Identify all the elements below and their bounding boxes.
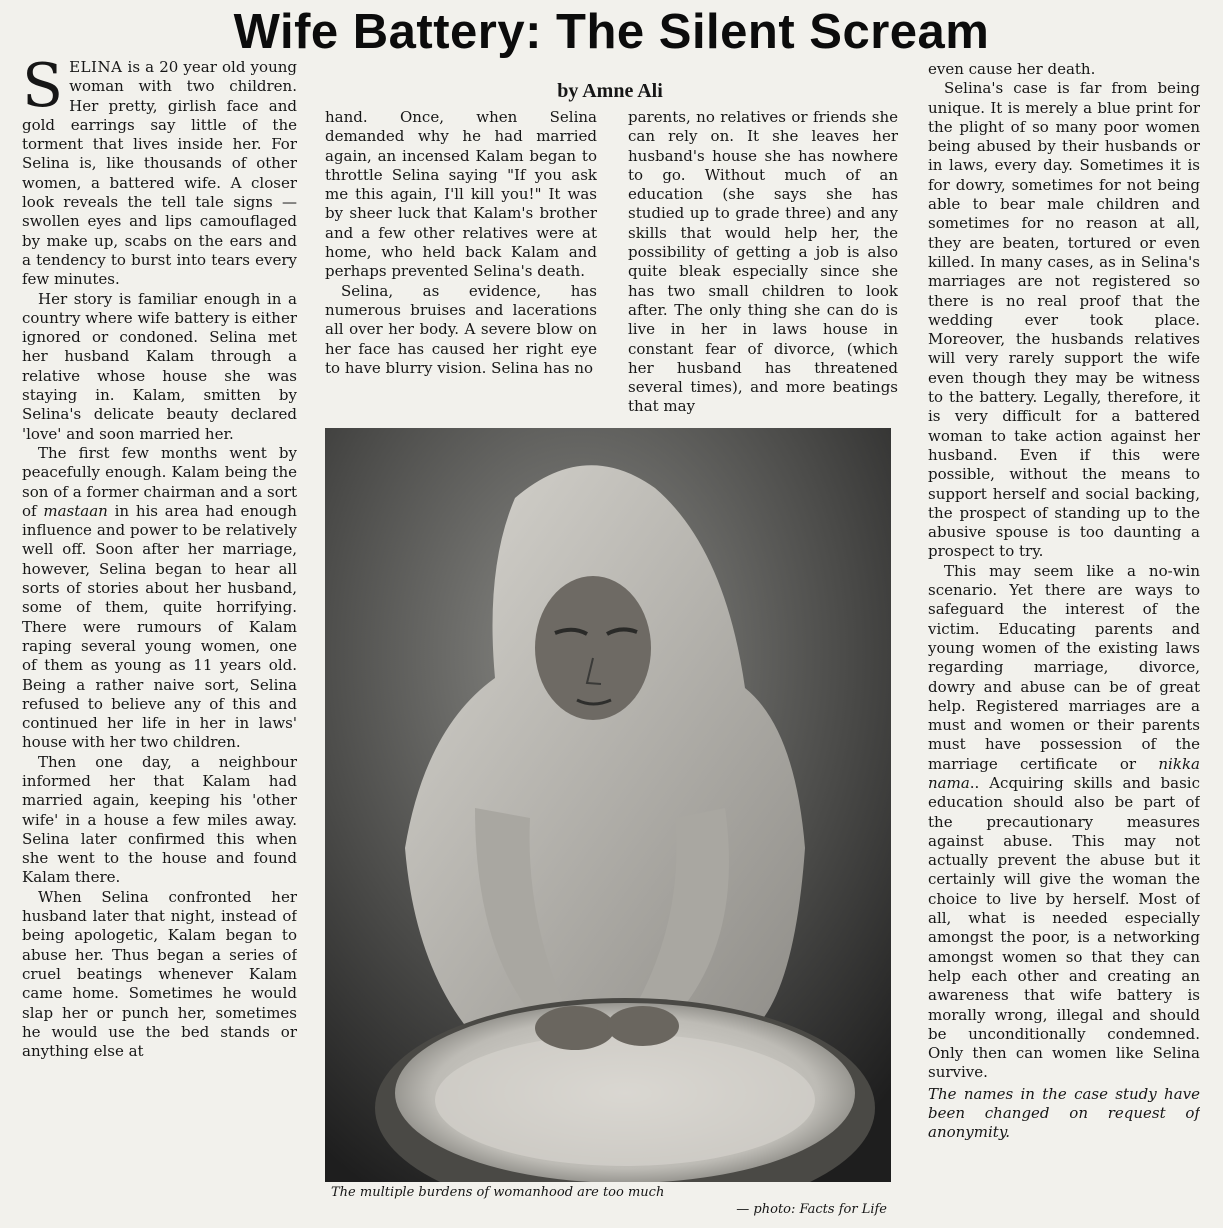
paragraph — [928, 562, 1200, 1083]
paragraph-text: in his area had enough influence and power to be relatively well off. Soon after her marriage, however, Selina began to hear all sorts of stories about her husband, some of them, quite horrifying. There were rumours of Kalam raping several young women, one of them as young as 11 years old. Being a rather naive sort, Selina refused to believe any of this and continued her life in her in laws' house with her two children. — [22, 501, 297, 752]
article-column-3 — [628, 108, 898, 420]
article-photo — [325, 428, 891, 1182]
paragraph: even cause her death. — [928, 60, 1096, 78]
paragraph — [22, 444, 297, 753]
paragraph: Her story is familiar enough in a country where wife battery is either ignored or condoned. Selina met her husband Kalam through a relative whose house she was staying in. Kalam, smitten by Selina's delicate beauty declared 'love' and soon married her. — [22, 289, 297, 443]
end-note: The names in the case study have been changed on request of anonymity. — [928, 1084, 1200, 1142]
paragraph-text: is a 20 year old young woman with two children. Her pretty, girlish face and gold earrings say little of the torment that lives inside her. For Selina is, like thousands of other women, a battered wife. A closer look reveals the tell tale signs — swollen eyes and lips camouflaged by make up, scabs on the ears and a tendency to burst into tears every few minutes. — [22, 58, 297, 289]
italic-term: mastaan — [43, 501, 108, 520]
paragraph: Selina's case is far from being unique. It is merely a blue print for the plight of so many poor women being abused by their husbands or in laws, every day. Sometimes it is for dowry, sometimes for not being able to bear male children and sometimes for no reason at all, they are beaten, tortured or even killed. In many cases, as in Selina's marriages are not registered so there is no real proof that the wedding ever took place. Moreover, the husbands relatives will very rarely support the wife even though they may be witness to the battery. Legally, therefore, it is very difficult for a battered woman to take action against her husband. Even if this were possible, without the means to support herself and social backing, the prospect of standing up to the abusive spouse is too daunting a prospect to try. — [928, 79, 1200, 561]
paragraph-text: .. Acquiring skills and basic education should also be part of the precautionary measures against abuse. This may not actually prevent the abuse but it certainly will give the woman the choice to live by herself. Most of all, what is needed especially amongst the poor, is a networking amongst women so that they can help each other and creating an awareness that wife battery is morally wrong, illegal and should be unconditionally condemned. Only then can women like Selina survive. — [928, 773, 1200, 1082]
headline: Wife Battery: The Silent Scream — [233, 5, 990, 59]
paragraph: parents, no relatives or friends she can rely on. It she leaves her husband's house she has nowhere to go. Without much of an education (she says she has studied up to grade three) and any skills that would help her, the possibility of getting a job is also quite bleak especially since she has two small children to look after. The only thing she can do is live in her in laws house in constant fear of divorce, (which her husband has threatened several times), and more beatings that may — [628, 108, 898, 416]
byline: by Amne Ali — [557, 80, 663, 102]
italic-term: nikka nama — [928, 754, 1200, 792]
lead-caps: ELINA — [69, 58, 123, 76]
photo-caption-area — [325, 1182, 891, 1222]
photo-illustration — [325, 428, 891, 1182]
photo-caption: The multiple burdens of womanhood are too much — [331, 1185, 665, 1200]
drop-cap: S — [22, 58, 64, 121]
paragraph: When Selina confronted her husband later that night, instead of being apologetic, Kalam began to abuse her. Thus began a series of cruel beatings whenever Kalam came home. Sometimes he would slap her or punch her, sometimes he would use the bed stands or anything else at — [22, 887, 297, 1061]
paragraph — [22, 58, 297, 290]
paragraph: hand. Once, when Selina demanded why he had married again, an incensed Kalam began to throttle Selina saying "If you ask me this again, I'll kill you!" It was by sheer luck that Kalam's brother and a few other relatives were at home, who held back Kalam and perhaps prevented Selina's death. — [325, 108, 597, 281]
photo-credit: — photo: Facts for Life — [736, 1202, 887, 1217]
paragraph: Selina, as evidence, has numerous bruises and lacerations all over her body. A severe blow on her face has caused her right eye to have blurry vision. Selina has no — [325, 281, 597, 377]
article-column-1 — [22, 58, 297, 1228]
paragraph-text: This may seem like a no-win scenario. Yet there are ways to safeguard the interest of the victim. Educating parents and young women of the existing laws regarding marriage, divorce, dowry and abuse can be of great help. Registered marriages are a must and women or their parents must have possession of the marriage certificate or — [928, 561, 1200, 773]
article-column-2 — [325, 108, 597, 420]
paragraph-text: The first few months went by peacefully enough. Kalam being the son of a former chairman and a sort of — [22, 443, 297, 520]
paragraph: Then one day, a neighbour informed her that Kalam had married again, keeping his 'other wife' in a house a few miles away. Selina later confirmed this when she went to the house and found Kalam there. — [22, 752, 297, 887]
article-column-4 — [928, 60, 1200, 1228]
